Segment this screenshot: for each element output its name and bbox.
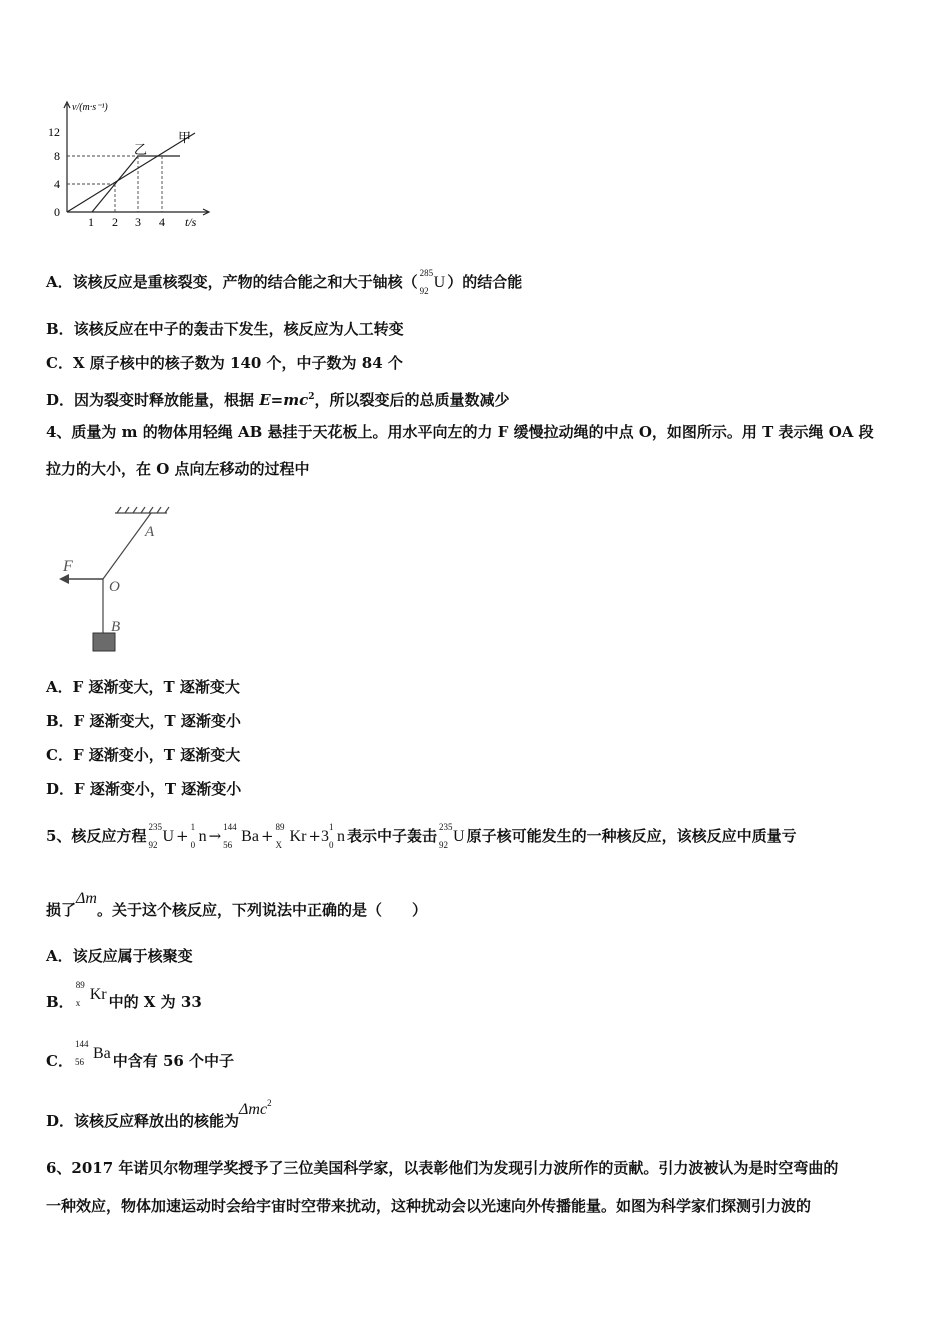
iso-symbol: n <box>337 828 345 845</box>
hatch <box>125 507 129 513</box>
velocity-time-graph <box>40 96 220 231</box>
isotope-ba144 <box>74 1039 111 1067</box>
label-a: A <box>145 524 155 540</box>
q5-stem-post: 原子核可能发生的一种核反应，该核反应中质量亏 <box>466 827 797 845</box>
q4-option-a: A．F 逐渐变大，T 逐渐变大 <box>46 678 240 696</box>
y-tick-0: 0 <box>54 205 60 219</box>
q5-option-b <box>46 980 202 1013</box>
x-tick-4: 4 <box>159 215 165 229</box>
isotope-neutron <box>190 822 207 850</box>
isotope-u235 <box>439 822 465 850</box>
q3-option-d-post: ，所以裂变后的总质量数减少 <box>314 391 510 409</box>
q3-option-a-post: ）的结合能 <box>447 273 523 291</box>
q5-stem-mid: 表示中子轰击 <box>347 827 438 845</box>
q3-option-d-pre: D．因为裂变时释放能量，根据 <box>46 391 260 409</box>
q5-option-c-text: 中含有 56 个中子 <box>112 1052 235 1070</box>
iso-atomic: x <box>75 998 81 1008</box>
plus-sign: + <box>176 827 189 845</box>
q4-option-b: B．F 逐渐变大，T 逐渐变小 <box>46 712 241 730</box>
y-tick-12: 12 <box>48 125 60 139</box>
iso-mass: 89 <box>75 980 85 990</box>
iso-symbol: U <box>453 828 465 845</box>
q5-line2-post: 。关于这个核反应，下列说法中正确的是（ ） <box>96 901 427 919</box>
plus-sign: + <box>308 827 321 845</box>
y-tick-8: 8 <box>54 149 60 163</box>
q3-option-a-pre: A．该核反应是重核裂变，产物的结合能之和大于铀核（ <box>46 273 418 291</box>
q5-option-d <box>46 1098 272 1133</box>
iso-mass: 285 <box>419 268 434 278</box>
q4-stem-line1: 4、质量为 m 的物体用轻绳 AB 悬挂于天花板上。用水平向左的力 F 缓慢拉动绳的中点 O，如图所示。用 T 表示绳 OA 段 <box>46 423 874 441</box>
line-jia <box>67 133 195 212</box>
q4-option-d: D．F 逐渐变小，T 逐渐变小 <box>46 780 242 798</box>
q3-equation-exp: 2 <box>308 392 315 402</box>
q6-line2: 一种效应，物体加速运动时会给宇宙时空带来扰动，这种扰动会以光速向外传播能量。如图为科学家们探测引力波的 <box>46 1197 812 1215</box>
line-yi <box>92 156 180 212</box>
q5-option-c <box>46 1039 235 1072</box>
hatch <box>149 507 153 513</box>
rope-diagram <box>55 505 185 655</box>
isotope-ba144 <box>223 822 259 850</box>
label-jia: 甲 <box>178 130 192 145</box>
hatch <box>157 507 161 513</box>
isotope-kr89 <box>75 980 107 1008</box>
iso-atomic: 92 <box>148 840 158 850</box>
iso-mass: 235 <box>439 822 453 832</box>
iso-symbol: U <box>433 274 446 291</box>
x-tick-1: 1 <box>88 215 94 229</box>
mass-block <box>93 633 115 651</box>
q5-option-a: A．该反应属于核聚变 <box>46 947 193 965</box>
label-f: F <box>63 558 73 575</box>
plus-sign: + <box>260 827 274 845</box>
q5-stem-line2 <box>46 890 427 921</box>
q5-option-b-text: 中的 X 为 33 <box>108 993 202 1011</box>
iso-mass: 89 <box>275 822 285 832</box>
option-label: B． <box>46 993 74 1011</box>
hatch <box>133 507 137 513</box>
q3-option-c: C．X 原子核中的核子数为 140 个，中子数为 84 个 <box>46 354 403 372</box>
q3-option-a <box>46 268 523 296</box>
iso-mass: 1 <box>190 822 196 832</box>
q5-stem-line1 <box>46 822 797 850</box>
q3-option-d <box>46 387 510 410</box>
energy-formula: Δmc <box>239 1101 268 1118</box>
option-label: C． <box>46 1052 73 1070</box>
q6-line1: 6、2017 年诺贝尔物理学奖授予了三位美国科学家，以表彰他们为发现引力波所作的贡献。引力波被认为是时空弯曲的 <box>46 1159 839 1177</box>
coefficient: 3 <box>321 828 329 845</box>
isotope-u235 <box>148 822 175 850</box>
q5-stem-pre: 5、核反应方程 <box>46 827 147 845</box>
iso-atomic: 92 <box>439 840 449 850</box>
q4-option-c: C．F 逐渐变小，T 逐渐变大 <box>46 746 241 764</box>
energy-formula-exp: 2 <box>267 1098 272 1108</box>
hatch <box>117 507 121 513</box>
iso-symbol: n <box>198 828 207 845</box>
q5-option-d-text: D．该核反应释放出的核能为 <box>46 1112 240 1130</box>
iso-mass: 144 <box>223 822 237 832</box>
iso-mass: 144 <box>74 1039 89 1049</box>
iso-symbol: U <box>162 828 175 845</box>
q3-equation: E=mc <box>259 391 309 409</box>
isotope-u285 <box>419 268 446 296</box>
force-arrowhead <box>59 574 69 584</box>
iso-atomic: 0 <box>190 840 196 850</box>
y-tick-4: 4 <box>54 177 60 191</box>
iso-atomic: X <box>275 840 283 850</box>
x-tick-3: 3 <box>135 215 141 229</box>
iso-atomic: 56 <box>223 840 233 850</box>
isotope-kr89 <box>275 822 307 850</box>
arrow: → <box>208 827 222 845</box>
iso-mass: 235 <box>148 822 162 832</box>
iso-atomic: 0 <box>329 840 334 850</box>
isotope-neutron <box>329 822 345 850</box>
iso-symbol: Ba <box>92 1045 111 1062</box>
x-tick-2: 2 <box>112 215 118 229</box>
iso-mass: 1 <box>329 822 334 832</box>
hatch <box>165 507 169 513</box>
graph-y-label: v/(m·s⁻¹) <box>72 102 108 113</box>
hatch <box>141 507 145 513</box>
iso-symbol: Kr <box>289 828 307 845</box>
delta-m: Δm <box>76 890 97 907</box>
graph-x-label: t/s <box>185 215 197 229</box>
label-b: B <box>111 619 121 635</box>
iso-atomic: 56 <box>74 1057 84 1067</box>
rope-oa <box>103 513 151 579</box>
q4-stem-line2: 拉力的大小，在 O 点向左移动的过程中 <box>46 460 310 478</box>
iso-symbol: Ba <box>241 828 259 845</box>
label-yi: 乙 <box>134 142 148 157</box>
q3-option-b: B．该核反应在中子的轰击下发生，核反应为人工转变 <box>46 320 404 338</box>
iso-symbol: Kr <box>89 986 107 1003</box>
iso-atomic: 92 <box>419 286 429 296</box>
q5-line2-pre: 损了 <box>46 901 77 919</box>
label-o: O <box>109 579 120 595</box>
